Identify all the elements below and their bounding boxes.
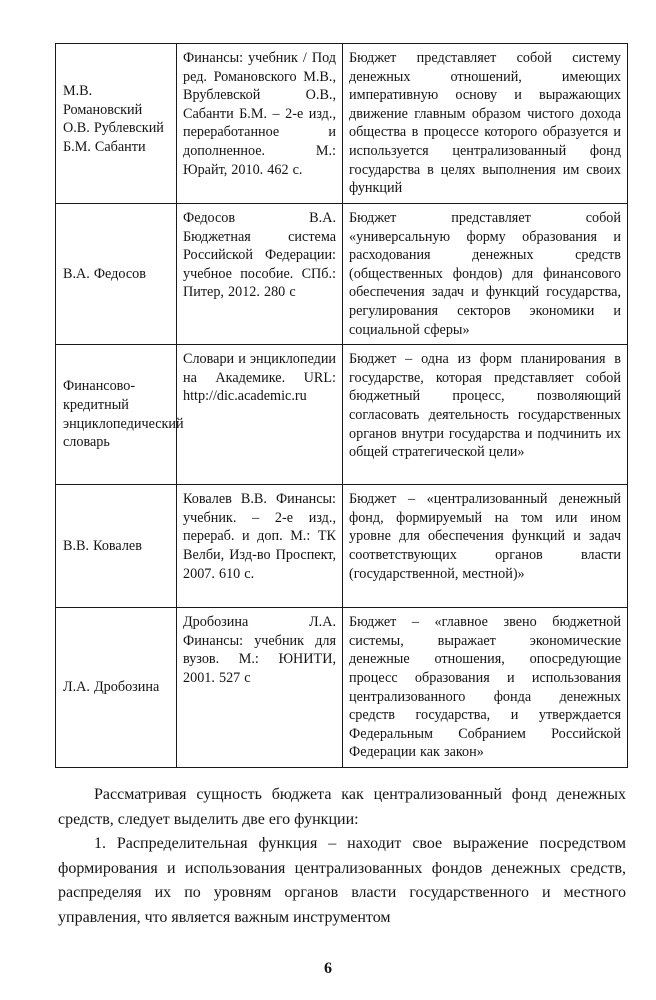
definition-cell: Бюджет – «главное звено бюджетной системы, выражает экономические денежные отношения, опосредующие процесс образования и использования централизованного фонда денежных средств государства, и утверждается Федеральным Собранием Российской Федерации как закон» xyxy=(343,608,628,768)
definition-cell: Бюджет представляет собой систему денежных отношений, имеющих императивную основу и выражающих движение главным образом чистого дохода общества в процессе которого образуется и используется централизованный фонд государства в целях выполнения им своих функций xyxy=(343,44,628,204)
source-cell: Словари и энциклопедии на Академике. URL: http://dic.academic.ru xyxy=(177,345,343,485)
source-cell: Ковалев В.В. Финансы: учебник. – 2-е изд., перераб. и доп. М.: ТК Велби, Изд-во Проспект, 2007. 610 с. xyxy=(177,485,343,608)
table-row xyxy=(56,485,628,608)
author-cell: В.А. Федосов xyxy=(56,204,177,345)
table-row xyxy=(56,44,628,204)
author-cell: М.В. Романовский О.В. Рублевский Б.М. Сабанти xyxy=(56,44,177,204)
definition-cell: Бюджет представляет собой «универсальную форму образования и расходования денежных средств (общественных фондов) для финансового обеспечения задач и функций государства, регулирования секторов экономики и социальной сферы» xyxy=(343,204,628,345)
paragraph: Рассматривая сущность бюджета как централизованный фонд денежных средств, следует выделить две его функции: xyxy=(58,786,626,828)
author-cell: Л.А. Дробозина xyxy=(56,608,177,768)
author-cell: В.В. Ковалев xyxy=(56,485,177,608)
definition-cell: Бюджет – одна из форм планирования в государстве, которая представляет собой бюджетный процесс, позволяющий согласовать деятельность государственных органов внутри государства и подчинить их общей стратегической цели» xyxy=(343,345,628,485)
page-number: 6 xyxy=(324,960,332,977)
paragraph: 1. Распределительная функция – находит свое выражение посредством формирования и использования централизованных фондов денежных средств, распределяя их по уровням органов власти государственного и местного управления, что является важным инструментом xyxy=(58,835,626,926)
budget-definitions-table xyxy=(55,43,628,768)
source-cell: Дробозина Л.А. Финансы: учебник для вузов. М.: ЮНИТИ, 2001. 527 с xyxy=(177,608,343,768)
table-row xyxy=(56,608,628,768)
source-cell: Финансы: учебник / Под ред. Романовского М.В., Врублевской О.В., Сабанти Б.М. – 2-е изд., переработанное и дополненное. М.: Юрайт, 2010. 462 с. xyxy=(177,44,343,204)
author-cell: Финансово-кредитный энциклопедический словарь xyxy=(56,345,177,485)
source-cell: Федосов В.А. Бюджетная система Российской Федерации: учебное пособие. СПб.: Питер, 2012. 280 с xyxy=(177,204,343,345)
table-row xyxy=(56,345,628,485)
table-row xyxy=(56,204,628,345)
definition-cell: Бюджет – «централизованный денежный фонд, формируемый на том или ином уровне для обеспечения функций и задач соответствующих органов власти (государственной, местной)» xyxy=(343,485,628,608)
body-text xyxy=(58,783,626,930)
